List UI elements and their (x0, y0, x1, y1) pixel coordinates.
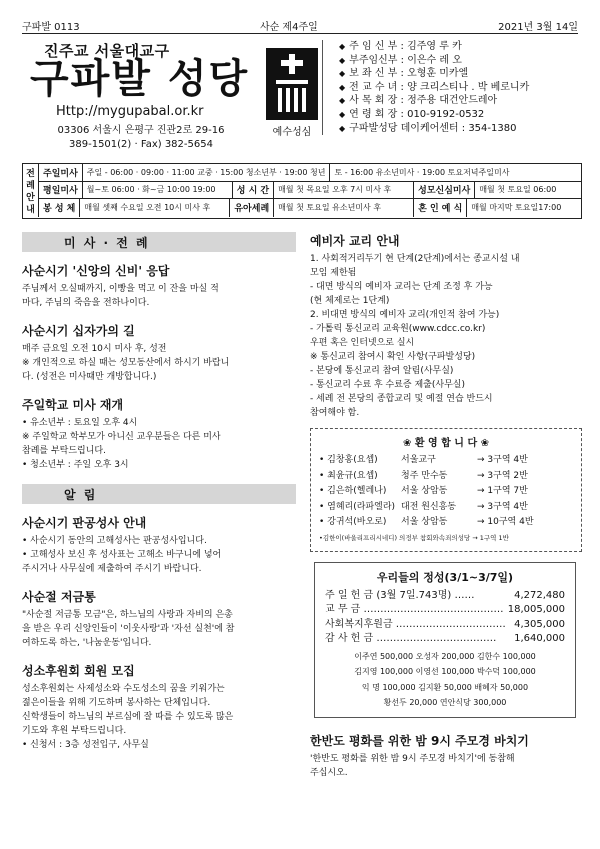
schedule-row-label: 성모신심미사 (414, 182, 475, 199)
bullet-icon: ◆ (339, 55, 346, 65)
list-item: • 김은하(헬레나) 서울 상암동 → 1구역 7반 (319, 486, 528, 497)
welcome-box (310, 428, 582, 552)
list-item: • 최윤규(요셉) 청주 만수동 → 3구역 2반 (319, 470, 528, 481)
article-body: • 유소년부 : 토요일 오후 4시 ※ 주일학교 학부모가 아니신 교우분들은 다른 미사 참례를 부탁드립니다. • 청소년부 : 주일 오후 3시 (22, 418, 221, 470)
article-body: "사순절 저금통 모금"은, 하느님의 사랑과 자비의 은총 을 받은 우리 신앙인들이 '이웃사랑'과 '자선 실천'에 참 여하도록 하는, '나눔운동'입니다. (22, 610, 235, 648)
donor-list: 이주연 500,000 오성자 200,000 김한수 100,000 김지영 100,000 이영선 100,000 박수덕 100,000 익 명 100,000 김지환 50,000 배혜자 50,000 황선두 20,000 연안식당 300,000 (354, 651, 536, 708)
parish-emblem (266, 48, 318, 154)
left-column (22, 232, 296, 764)
schedule-row-label: 봉 성 체 (39, 199, 80, 217)
article-body: • 사순시기 동안의 고해성사는 판공성사입니다. • 고해성사 보신 후 성사표는 고해소 바구니에 넣어 주시거나 사무실에 제출하여 주시기 바랍니다. (22, 536, 222, 574)
peace-prayer-notice (310, 732, 582, 780)
staff-row: ◆ 보 좌 신 부 : 오형훈 미카엘 (339, 68, 469, 80)
article-title: 주일학교 미사 재개 (22, 398, 124, 412)
schedule-value: 매월 셋째 수요일 오전 10시 미사 후 (80, 199, 230, 217)
address: 03306 서울시 은평구 진관2로 29-16 (57, 125, 225, 136)
schedule-value: 주일 - 06:00 · 09:00 · 11:00 교중 · 15:00 청소년부 · 19:00 청년 (83, 164, 331, 181)
schedule-row (39, 199, 581, 217)
list-item: • 강귀석(바오로) 서울 상암동 → 10구역 4반 (319, 517, 534, 528)
article-title: 예비자 교리 안내 (310, 234, 400, 248)
schedule-label: 전례안내 (23, 164, 39, 217)
staff-row: ◆ 전 교 수 녀 : 양 크리스티나 . 박 베로니카 (339, 81, 530, 93)
bullet-icon: ◆ (339, 109, 346, 119)
bullet-icon: ◆ (339, 123, 346, 133)
issue-date: 2021년 3월 14일 (498, 22, 578, 33)
emblem-caption: 예수성심 (272, 127, 312, 138)
schedule-value: 토 - 16:00 유소년미사 · 19:00 토요저녁주일미사 (334, 167, 510, 177)
list-item: • 김창홍(요셉) 서울교구 → 3구역 4반 (319, 455, 528, 465)
staff-row: ◆ 부주임신부 : 이은수 레 오 (339, 54, 462, 66)
schedule-value: 월~토 06:00 · 화~금 10:00 19:00 (83, 182, 233, 199)
issue-number: 구파발 0113 (22, 22, 80, 33)
welcome-title: ❀ 환 영 합 니 다 ❀ (403, 438, 489, 449)
schedule-row-label: 성 시 간 (233, 182, 274, 199)
bullet-icon: ◆ (339, 82, 346, 92)
diocese-name: 진주교 서울대교구 (44, 42, 170, 60)
church-logo-icon (266, 48, 318, 120)
offering-row: 교 무 금 …………………………………… 18,005,000 (325, 604, 565, 616)
article-body: 성소후원회는 사제성소와 수도성소의 꿈을 키워가는 젊은이들을 위해 기도하며 봉사하는 단체입니다. 신학생들이 하느님의 부르심에 잘 따를 수 있도록 많은 기도와 후원 부탁드립니다. • 신청서 : 3층 성전입구, 사무실 (22, 684, 234, 750)
website-link[interactable]: Http://mygupabal.or.kr (56, 104, 204, 119)
article-body: '한반도 평화를 위한 밤 9시 주모경 바치기'에 동참해 주십시오. (310, 753, 515, 778)
article-title: 성소후원회 회원 모집 (22, 664, 135, 678)
header (22, 40, 582, 162)
offering-row: 사회복지후원금 …………………………… 4,305,000 (325, 618, 565, 630)
bullet-icon: ◆ (339, 42, 346, 51)
article-title: 사순시기 십자가의 길 (22, 324, 135, 338)
schedule-row (39, 182, 581, 200)
parish-title: 구파발 성당 (30, 56, 250, 102)
phone-fax: 389-1501(2) · Fax) 382-5654 (69, 139, 213, 150)
address-block (26, 124, 256, 152)
staff-row: ◆ 사 목 회 장 : 정주용 대건안드레아 (339, 95, 498, 107)
article-body: 주님께서 오실때까지, 이빵을 먹고 이 잔을 마실 적 마다, 주님의 죽음을 전하나이다. (22, 284, 219, 308)
liturgical-season: 사순 제4주일 (259, 22, 318, 33)
offering-box (314, 562, 576, 718)
schedule-value: 매월 첫 토요일 06:00 (479, 185, 557, 195)
article-body: 매주 금요일 오전 10시 미사 후, 성전 ※ 개인적으로 하실 때는 성모동산에서 하시기 바랍니 다. (성전은 미사때만 개방합니다.) (22, 344, 230, 382)
article-body: 1. 사회적거리두기 현 단계(2단계)에서는 종교시설 내 모임 제한됨 - 대면 방식의 예비자 교리는 단계 조정 후 가능 (현 체제로는 1단계) 2. 비대면 방식의 예비자 교리(개인적 참여 가능) - 가톨릭 통신교리 교육원(www.cdcc.co.kr) 우편 혹은 인터넷으로 실시 ※ 통신교리 참여시 확인 사항(구파발성당) - 본당에 통신교리 참여 알림(사무실) - 통신교리 수료 후 수료증 제출(사무실) - 세례 전 본당의 종합교리 및 예절 연습 반드시 참여해야 함. (310, 254, 520, 418)
schedule-value: 매월 첫 목요일 오후 7시 미사 후 (274, 182, 414, 199)
liturgy-schedule (22, 163, 582, 219)
article-title: 한반도 평화를 위한 밤 9시 주모경 바치기 (310, 733, 529, 748)
article-title: 사순시기 '신앙의 신비' 응답 (22, 264, 170, 278)
schedule-row-label: 평일미사 (39, 182, 83, 199)
schedule-row (39, 164, 581, 182)
right-column (310, 232, 582, 792)
bullet-icon: ◆ (339, 96, 346, 106)
staff-list (322, 40, 582, 135)
list-item: • 김한이(바울리프리시네디) 의정부 참회와속죄의성당 → 1구역 1반 (319, 533, 509, 542)
bullet-icon: ◆ (339, 69, 346, 79)
staff-row: ◆ 주 임 신 부 : 김주영 루 카 (339, 41, 462, 52)
section-heading-liturgy: 미 사 · 전 례 (22, 232, 296, 252)
article-title: 사순시기 판공성사 안내 (22, 516, 147, 530)
offering-row: 감 사 헌 금 ……………………………… 1,640,000 (325, 633, 565, 645)
article-title: 사순절 저금통 (22, 590, 96, 604)
masthead-bar (22, 18, 578, 34)
offering-title: 우리들의 정성(3/1~3/7일) (376, 570, 514, 584)
staff-row: ◆ 연 령 회 장 : 010-9192-0532 (339, 108, 485, 120)
schedule-row-label: 유아세례 (230, 199, 274, 217)
staff-row: ◆ 구파발성당 데이케어센터 : 354-1380 (339, 122, 517, 134)
list-item: • 염혜리(라파엘라) 대전 원신흥동 → 3구역 4반 (319, 501, 528, 512)
schedule-row-label: 혼 인 예 식 (414, 199, 467, 217)
section-heading-notices: 알 림 (22, 484, 296, 504)
schedule-value: 매월 마지막 토요일17:00 (471, 203, 562, 213)
schedule-value: 매월 첫 토요일 유소년미사 후 (274, 199, 414, 217)
schedule-row-label: 주일미사 (39, 164, 83, 181)
offering-row: 주 일 헌 금 (3월 7일.743명) …… 4,272,480 (325, 589, 565, 601)
